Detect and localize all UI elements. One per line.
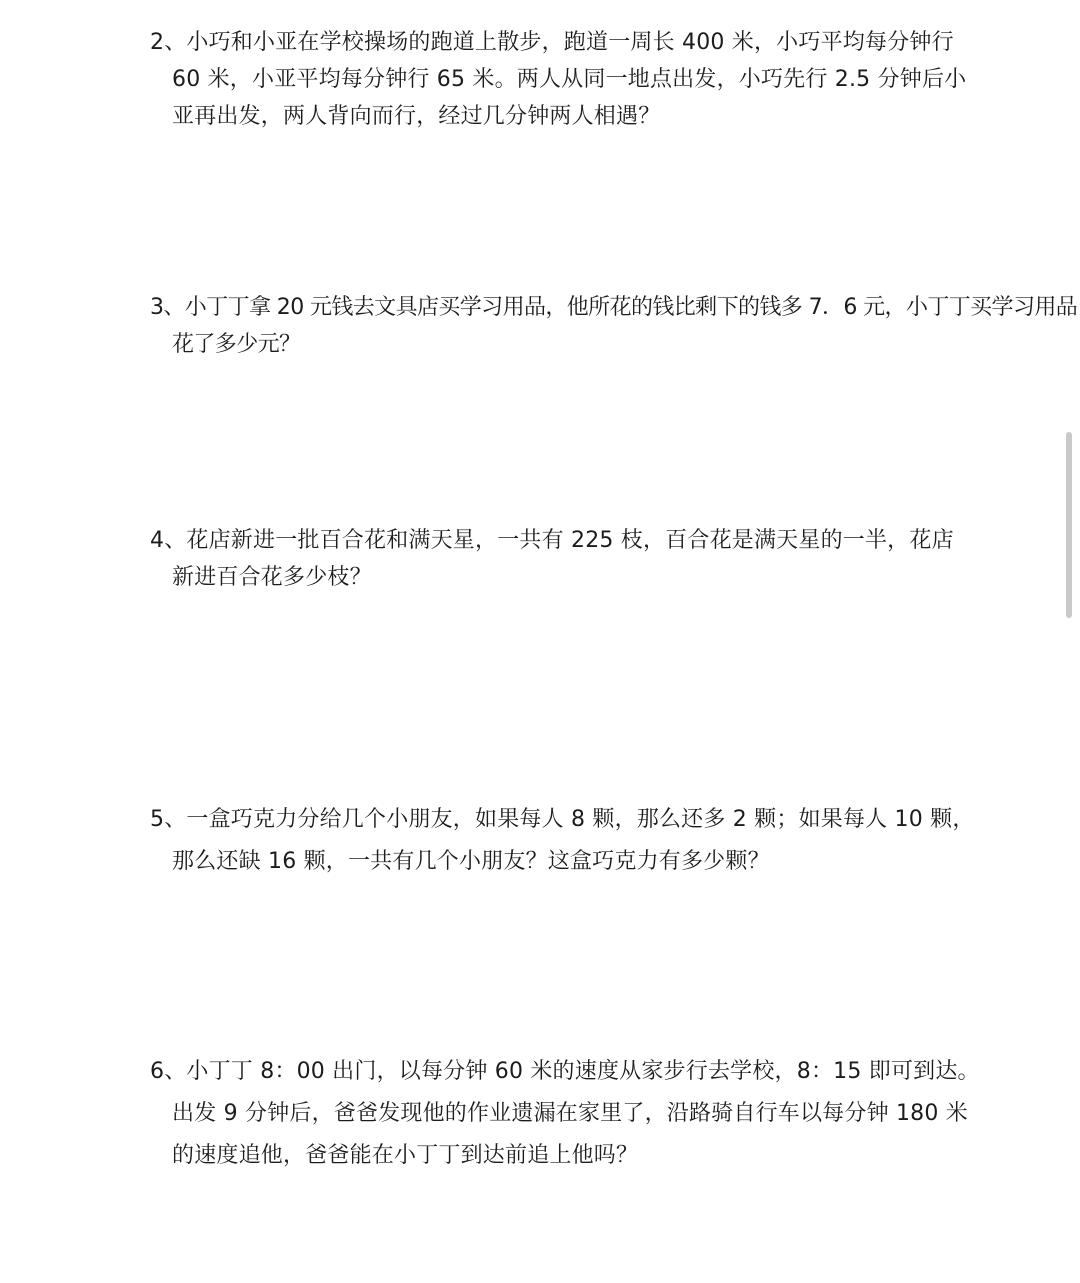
problem-2-line-1: 2、小巧和小亚在学校操场的跑道上散步，跑道一周长 400 米，小巧平均每分钟行 [150, 30, 954, 55]
problem-4-line-1: 4、花店新进一批百合花和满天星，一共有 225 枝，百合花是满天星的一半，花店 [150, 528, 954, 553]
problem-5 [150, 799, 975, 883]
problem-4-line-2: 新进百合花多少枝？ [172, 565, 372, 590]
problem-3 [150, 289, 1078, 363]
problem-4 [150, 522, 970, 596]
scrollbar-thumb[interactable] [1066, 432, 1072, 618]
problem-6 [150, 1051, 980, 1177]
problem-5-line-1: 5、一盒巧克力分给几个小朋友，如果每人 8 颗，那么还多 2 颗；如果每人 10 颗， [150, 807, 975, 832]
problem-3-line-2: 花了多少元？ [172, 332, 301, 357]
problem-6-line-1: 6、小丁丁 8：00 出门，以每分钟 60 米的速度从家步行去学校，8：15 即可到达。 [150, 1059, 980, 1084]
problem-5-line-2: 那么还缺 16 颗，一共有几个小朋友？这盒巧克力有多少颗？ [172, 849, 770, 874]
problem-2-line-3: 亚再出发，两人背向而行，经过几分钟两人相遇？ [172, 104, 661, 129]
problem-6-line-3: 的速度追他，爸爸能在小丁丁到达前追上他吗？ [172, 1143, 639, 1168]
problem-2-line-2: 60 米，小亚平均每分钟行 65 米。两人从同一地点出发，小巧先行 2.5 分钟后小 [172, 67, 967, 92]
problem-6-line-2: 出发 9 分钟后，爸爸发现他的作业遗漏在家里了，沿路骑自行车以每分钟 180 米 [172, 1101, 968, 1126]
problem-3-line-1: 3、小丁丁拿 20 元钱去文具店买学习用品，他所花的钱比剩下的钱多 7．6 元，小丁丁买学习用品 [150, 295, 1078, 320]
scrollbar-track[interactable] [1068, 0, 1074, 1283]
problem-2 [150, 24, 970, 135]
